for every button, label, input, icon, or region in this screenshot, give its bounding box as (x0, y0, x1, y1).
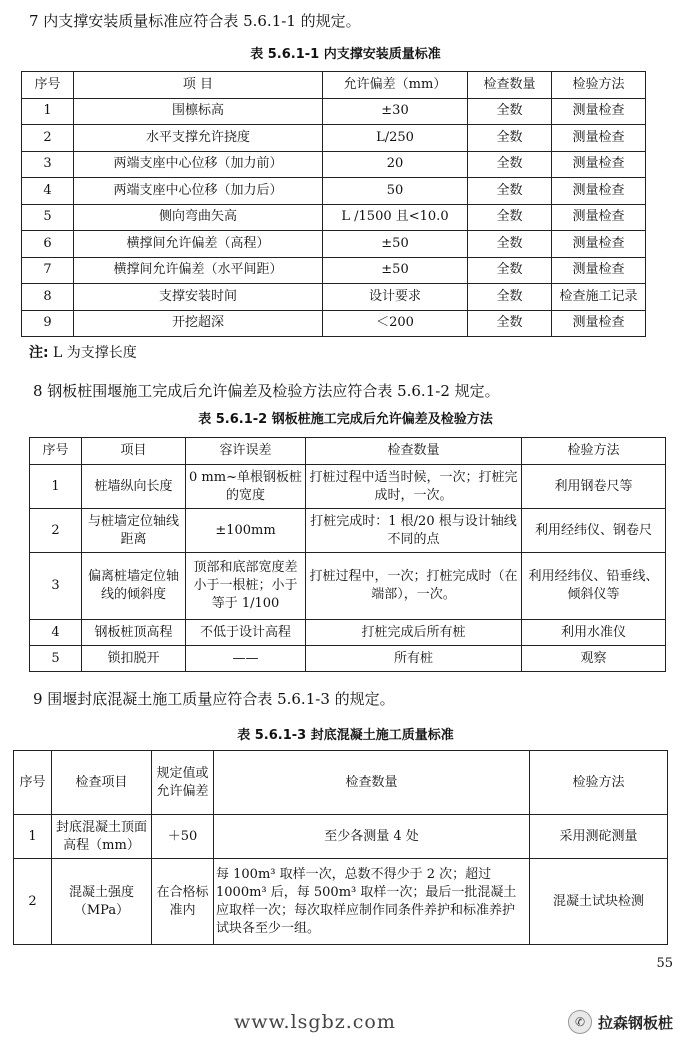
table3-header-quantity: 检查数量 (214, 751, 530, 815)
cell-tolerance: L /1500 且<10.0 (323, 204, 468, 231)
table-row (22, 284, 646, 311)
table3-header-tolerance: 规定值或允许偏差 (152, 751, 214, 815)
footer-url: www.lsgbz.com (234, 1011, 396, 1033)
cell-quantity: 全数 (468, 310, 552, 337)
table2-header-item: 项目 (82, 438, 186, 465)
table2-header-row (30, 438, 666, 465)
section-8-text: 8 钢板桩围堰施工完成后允许偏差及检验方法应符合表 5.6.1-2 规定。 (33, 382, 500, 400)
table-5-6-1-3 (13, 750, 668, 945)
cell-item: 封底混凝土顶面高程（mm） (52, 815, 152, 859)
cell-quantity: 至少各测量 4 处 (214, 815, 530, 859)
table-row (22, 151, 646, 178)
cell-quantity: 全数 (468, 151, 552, 178)
wechat-account-name: 拉森钢板桩 (597, 1013, 673, 1032)
cell-tolerance: —— (186, 646, 306, 672)
cell-no: 7 (22, 257, 74, 284)
cell-method: 测量检查 (552, 178, 646, 205)
cell-method: 测量检查 (552, 231, 646, 258)
table3-header-item: 检查项目 (52, 751, 152, 815)
cell-quantity: 打桩完成后所有桩 (306, 620, 522, 646)
cell-item: 两端支座中心位移（加力前） (74, 151, 323, 178)
table-row (22, 310, 646, 337)
cell-method: 观察 (522, 646, 666, 672)
cell-tolerance: 0 mm~单根钢板桩的宽度 (186, 465, 306, 509)
cell-item: 开挖超深 (74, 310, 323, 337)
cell-no: 4 (22, 178, 74, 205)
cell-method: 利用经纬仪、铅垂线、倾斜仪等 (522, 553, 666, 620)
table2-header-no: 序号 (30, 438, 82, 465)
table3-header-method: 检验方法 (530, 751, 668, 815)
cell-item: 横撑间允许偏差（高程） (74, 231, 323, 258)
cell-tolerance: ＜200 (323, 310, 468, 337)
table3-header-no: 序号 (14, 751, 52, 815)
cell-method: 测量检查 (552, 98, 646, 125)
cell-item: 水平支撑允许挠度 (74, 125, 323, 152)
table2-header-quantity: 检查数量 (306, 438, 522, 465)
table-row (14, 859, 668, 945)
cell-tolerance: 20 (323, 151, 468, 178)
cell-tolerance: 50 (323, 178, 468, 205)
cell-tolerance: 不低于设计高程 (186, 620, 306, 646)
cell-no: 3 (22, 151, 74, 178)
cell-tolerance: ±100mm (186, 509, 306, 553)
table-row (22, 231, 646, 258)
cell-tolerance: ±50 (323, 257, 468, 284)
cell-item: 横撑间允许偏差（水平间距） (74, 257, 323, 284)
table-row (22, 257, 646, 284)
cell-method: 测量检查 (552, 310, 646, 337)
table2-header-method: 检验方法 (522, 438, 666, 465)
cell-item: 与桩墙定位轴线距离 (82, 509, 186, 553)
wechat-account (568, 1010, 673, 1034)
cell-quantity: 全数 (468, 284, 552, 311)
table-row (30, 553, 666, 620)
cell-method: 检查施工记录 (552, 284, 646, 311)
cell-quantity: 每 100m³ 取样一次，总数不得少于 2 次；超过 1000m³ 后，每 500m³ 取样一次；最后一批混凝土应取样一次；每次取样应制作同条件养护和标准养护试块各至少一组。 (214, 859, 530, 945)
table3-header-row (14, 751, 668, 815)
cell-quantity: 打桩过程中，一次；打桩完成时（在端部），一次。 (306, 553, 522, 620)
page-number: 55 (656, 956, 673, 971)
table-row (22, 98, 646, 125)
cell-quantity: 全数 (468, 231, 552, 258)
cell-no: 1 (30, 465, 82, 509)
cell-item: 偏离桩墙定位轴线的倾斜度 (82, 553, 186, 620)
cell-tolerance: ±50 (323, 231, 468, 258)
cell-method: 利用水准仪 (522, 620, 666, 646)
cell-quantity: 打桩完成时：1 根/20 根与设计轴线不同的点 (306, 509, 522, 553)
table3-caption: 表 5.6.1-3 封底混凝土施工质量标准 (237, 728, 454, 743)
cell-item: 锁扣脱开 (82, 646, 186, 672)
cell-no: 4 (30, 620, 82, 646)
note-text: L 为支撑长度 (48, 345, 137, 361)
cell-no: 8 (22, 284, 74, 311)
cell-method: 采用测砣测量 (530, 815, 668, 859)
table-row (30, 465, 666, 509)
section-7-text: 7 内支撑安装质量标准应符合表 5.6.1-1 的规定。 (29, 12, 361, 30)
table-row (22, 204, 646, 231)
cell-item: 侧向弯曲矢高 (74, 204, 323, 231)
cell-quantity: 全数 (468, 204, 552, 231)
cell-quantity: 打桩过程中适当时候，一次；打桩完成时，一次。 (306, 465, 522, 509)
cell-tolerance: 顶部和底部宽度差小于一根桩；小于等于 1/100 (186, 553, 306, 620)
table-row (22, 125, 646, 152)
cell-method: 混凝土试块检测 (530, 859, 668, 945)
cell-quantity: 全数 (468, 178, 552, 205)
cell-tolerance: L/250 (323, 125, 468, 152)
cell-no: 3 (30, 553, 82, 620)
cell-method: 测量检查 (552, 151, 646, 178)
cell-no: 2 (14, 859, 52, 945)
table-row (30, 620, 666, 646)
table2-caption: 表 5.6.1-2 钢板桩施工完成后允许偏差及检验方法 (198, 412, 493, 427)
cell-method: 利用经纬仪、钢卷尺 (522, 509, 666, 553)
table1-header-tolerance: 允许偏差（mm） (323, 72, 468, 99)
cell-item: 混凝土强度（MPa） (52, 859, 152, 945)
cell-method: 测量检查 (552, 204, 646, 231)
cell-no: 9 (22, 310, 74, 337)
table-row (22, 178, 646, 205)
table1-header-quantity: 检查数量 (468, 72, 552, 99)
table1-header-item: 项 目 (74, 72, 323, 99)
cell-tolerance: ＋50 (152, 815, 214, 859)
cell-quantity: 全数 (468, 257, 552, 284)
cell-no: 6 (22, 231, 74, 258)
table1-note (29, 342, 137, 362)
cell-item: 钢板桩顶高程 (82, 620, 186, 646)
table1-header-no: 序号 (22, 72, 74, 99)
table-row (30, 509, 666, 553)
table1-caption: 表 5.6.1-1 内支撑安装质量标准 (250, 47, 441, 62)
cell-method: 利用钢卷尺等 (522, 465, 666, 509)
cell-item: 支撑安装时间 (74, 284, 323, 311)
note-label: 注: (29, 345, 49, 361)
cell-tolerance: 在合格标准内 (152, 859, 214, 945)
table1-header-row (22, 72, 646, 99)
cell-quantity: 所有桩 (306, 646, 522, 672)
cell-quantity: 全数 (468, 125, 552, 152)
table-5-6-1-1 (21, 71, 646, 337)
cell-tolerance: ±30 (323, 98, 468, 125)
cell-item: 两端支座中心位移（加力后） (74, 178, 323, 205)
table-row (30, 646, 666, 672)
cell-no: 5 (30, 646, 82, 672)
cell-no: 1 (22, 98, 74, 125)
cell-no: 2 (22, 125, 74, 152)
cell-item: 围檩标高 (74, 98, 323, 125)
table-row (14, 815, 668, 859)
cell-no: 1 (14, 815, 52, 859)
cell-no: 5 (22, 204, 74, 231)
cell-no: 2 (30, 509, 82, 553)
wechat-icon: ✆ (568, 1010, 592, 1034)
table-5-6-1-2 (29, 437, 666, 672)
table1-header-method: 检验方法 (552, 72, 646, 99)
table2-header-tolerance: 容许误差 (186, 438, 306, 465)
cell-method: 测量检查 (552, 125, 646, 152)
section-9-text: 9 围堰封底混凝土施工质量应符合表 5.6.1-3 的规定。 (33, 690, 395, 708)
cell-tolerance: 设计要求 (323, 284, 468, 311)
cell-method: 测量检查 (552, 257, 646, 284)
cell-quantity: 全数 (468, 98, 552, 125)
cell-item: 桩墙纵向长度 (82, 465, 186, 509)
